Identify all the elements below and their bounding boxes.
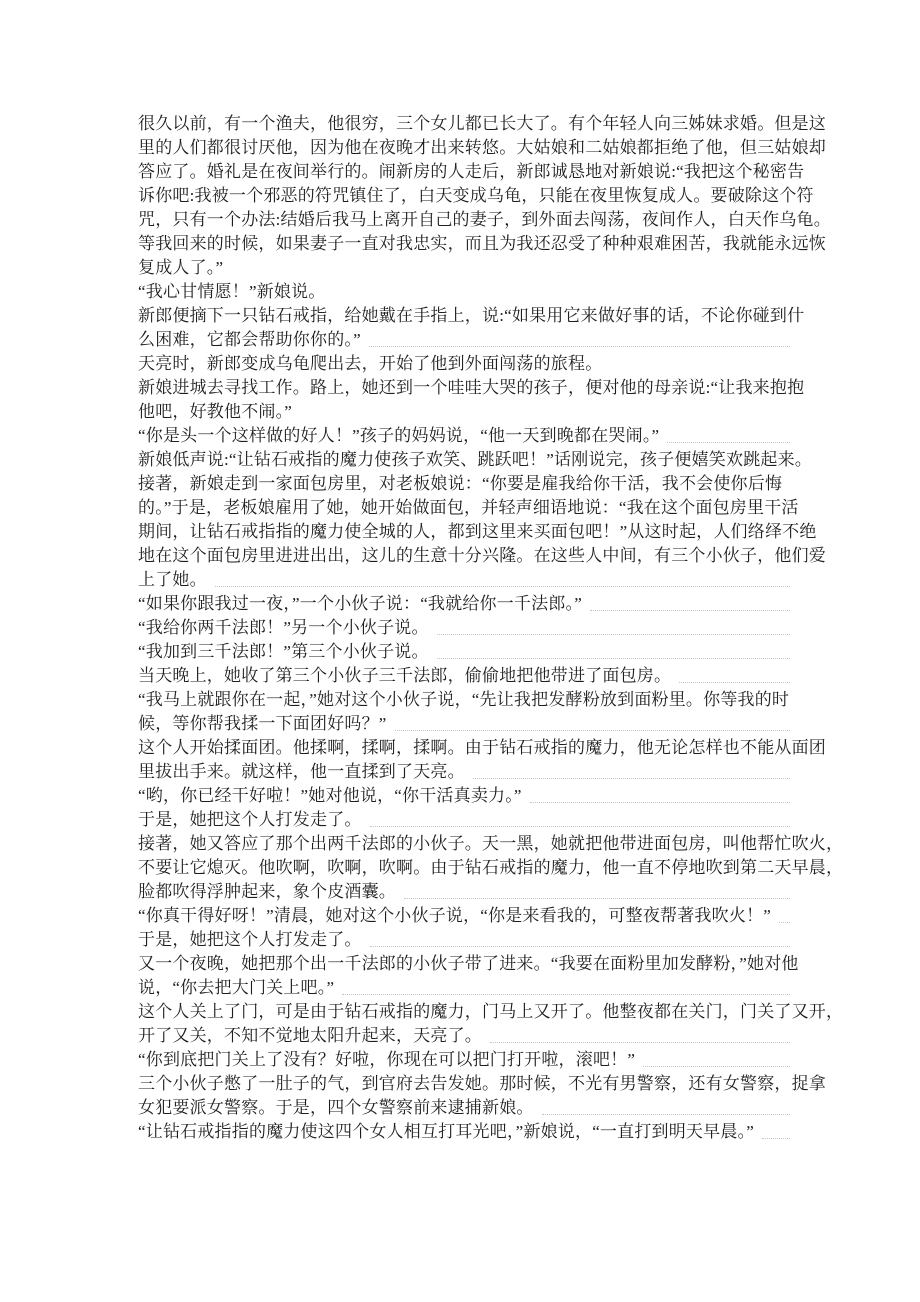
text-line-content: “你真干得好呀！”清晨，她对这个小伙子说，“你是来看我的，可整夜帮著我吹火！”	[138, 906, 771, 925]
text-line-content: 很久以前，有一个渔夫，他很穷，三个女儿都已长大了。有个年轻人向三姊妹求婚。但是这	[138, 114, 826, 133]
text-line	[138, 760, 790, 784]
text-line-content: 咒，只有一个办法:结婚后我马上离开自己的妻子，到外面去闯荡，夜间作人，白天作乌龟。	[138, 210, 831, 229]
scan-dotted-rule	[369, 328, 790, 347]
text-line-content: 新娘低声说:“让钻石戒指的魔力使孩子欢笑、跳跃吧！”话刚说完，孩子便嬉笑欢跳起来。	[138, 450, 813, 469]
text-line	[138, 400, 790, 424]
scan-dotted-rule	[679, 664, 790, 683]
text-line-content: “我马上就跟你在一起，”她对这个小伙子说，“先让我把发酵粉放到面粉里。你等我的时	[138, 690, 790, 709]
scan-dotted-rule	[437, 616, 790, 635]
text-line-content: “让钻石戒指指的魔力使这四个女人相互打耳光吧，”新娘说，“一直打到明天早晨。”	[138, 1122, 754, 1141]
text-line-content: 诉你吧:我被一个邪恶的符咒镇住了，白天变成乌龟，只能在夜里恢复成人。要破除这个符	[138, 186, 814, 205]
text-line	[138, 640, 790, 664]
text-line-content: 于是，她把这个人打发走了。	[138, 930, 362, 949]
text-line-content: 里拔出手来。就这样，他一直揉到了天亮。	[138, 762, 465, 781]
text-line-content: 脸都吹得浮肿起来，象个皮酒囊。	[138, 882, 396, 901]
text-line-content: 么困难，它都会帮助你你的。”	[138, 330, 361, 349]
text-line	[138, 928, 790, 952]
text-line	[138, 424, 790, 448]
text-line-content: 等我回来的时候，如果妻子一直对我忠实，而且为我还忍受了种种艰难困苦，我就能永远恢	[138, 234, 826, 253]
scan-dotted-rule	[473, 760, 790, 779]
scan-dotted-rule	[215, 568, 790, 587]
text-line-content: “我加到三千法郎！”第三个小伙子说。	[138, 642, 429, 661]
scan-dotted-rule	[370, 808, 790, 827]
scan-dotted-rule	[643, 1048, 790, 1067]
text-line-content: 他吧，好教他不闹。”	[138, 402, 293, 421]
text-line-content: 新郎便摘下一只钻石戒指，给她戴在手指上，说:“如果用它来做好事的话，不论你碰到什	[138, 306, 805, 325]
text-line	[138, 688, 790, 712]
text-line	[138, 1120, 790, 1144]
text-line	[138, 208, 831, 232]
text-line	[138, 160, 805, 184]
text-line	[138, 520, 817, 544]
text-line	[138, 592, 790, 616]
text-line	[138, 1024, 790, 1048]
text-line	[138, 1072, 826, 1096]
text-line	[138, 832, 844, 856]
text-line-content: 上了她。	[138, 570, 207, 589]
text-line-content: 这个人开始揉面团。他揉啊，揉啊，揉啊。由于钻石戒指的魔力，他无论怎样也不能从面团	[138, 738, 826, 757]
scan-dotted-rule	[762, 1120, 790, 1139]
scan-dotted-rule	[370, 928, 790, 947]
scan-dotted-rule	[667, 424, 790, 443]
text-line	[138, 544, 826, 568]
text-line	[138, 952, 799, 976]
text-line-content: 女犯要派女警察。于是，四个女警察前来逮捕新娘。	[138, 1098, 534, 1117]
text-line	[138, 112, 826, 136]
text-line-content: “我心甘情愿！”新娘说。	[138, 282, 326, 301]
story-text-block	[138, 112, 844, 1144]
text-line-content: 地在这个面包房里进进出出，这儿的生意十分兴隆。在这些人中间，有三个小伙子，他们爱	[138, 546, 826, 565]
text-line-content: “你到底把门关上了没有？好啦，你现在可以把门打开啦，滚吧！”	[138, 1050, 636, 1069]
text-line	[138, 496, 799, 520]
scan-dotted-rule	[779, 904, 790, 923]
scan-dotted-rule	[404, 880, 790, 899]
scan-dotted-rule	[437, 640, 790, 659]
text-line	[138, 280, 790, 304]
text-line-content: 三个小伙子憋了一肚子的气，到官府去告发她。那时候，不光有男警察，还有女警察，捉拿	[138, 1074, 826, 1093]
text-line-content: 不要让它熄灭。他吹啊，吹啊，吹啊。由于钻石戒指的魔力，他一直不停地吹到第二天早晨，	[138, 858, 844, 877]
text-line	[138, 1048, 790, 1072]
text-line	[138, 376, 805, 400]
text-line	[138, 256, 790, 280]
text-line-content: 说，“你去把大门关上吧。”	[138, 978, 335, 997]
text-line	[138, 712, 790, 736]
scan-dotted-rule	[590, 592, 790, 611]
text-line	[138, 1000, 844, 1024]
text-line-content: 当天晚上，她收了第三个小伙子三千法郎，偷偷地把他带进了面包房。	[138, 666, 672, 685]
text-line-content: 天亮时，新郎变成乌龟爬出去，开始了他到外面闯荡的旅程。	[138, 354, 603, 373]
text-line-content: 复成人了。”	[138, 258, 224, 277]
text-line	[138, 784, 790, 808]
text-line-content: 于是，她把这个人打发走了。	[138, 810, 362, 829]
text-line	[138, 568, 790, 592]
text-line-content: “我给你两千法郎！”另一个小伙子说。	[138, 618, 429, 637]
text-line-content: 接著，新娘走到一家面包房里，对老板娘说：“你要是雇我给你干活，我不会使你后悔	[138, 474, 783, 493]
text-line-content: 的。”于是，老板娘雇用了她，她开始做面包，并轻声细语地说：“我在这个面包房里干活	[138, 498, 799, 517]
text-line-content: “如果你跟我过一夜，”一个小伙子说：“我就给你一千法郎。”	[138, 594, 582, 613]
scan-dotted-rule	[342, 976, 790, 995]
text-line	[138, 880, 790, 904]
text-line-content: “你是头一个这样做的好人！”孩子的妈妈说，“他一天到晚都在哭闹。”	[138, 426, 660, 445]
text-line	[138, 304, 805, 328]
scan-dotted-rule	[395, 712, 790, 731]
text-line	[138, 136, 826, 160]
text-line	[138, 616, 790, 640]
text-line-content: 答应了。婚礼是在夜间举行的。闹新房的人走后，新郎诚恳地对新娘说:“我把这个秘密告	[138, 162, 805, 181]
scan-dotted-rule	[530, 784, 790, 803]
text-line	[138, 976, 790, 1000]
text-line-content: 里的人们都很讨厌他，因为他在夜晚才出来转悠。大姑娘和二姑娘都拒绝了他，但三姑娘却	[138, 138, 826, 157]
text-line-content: “哟，你已经干好啦！”她对他说，“你干活真卖力。”	[138, 786, 522, 805]
text-line-content: 又一个夜晚，她把那个出一千法郎的小伙子带了进来。“我要在面粉里加发酵粉，”她对他	[138, 954, 799, 973]
text-line	[138, 808, 790, 832]
text-line	[138, 328, 790, 352]
text-line-content: 新娘进城去寻找工作。路上，她还到一个哇哇大哭的孩子，便对他的母亲说:“让我来抱抱	[138, 378, 805, 397]
text-line	[138, 736, 826, 760]
text-line	[138, 664, 790, 688]
text-line-content: 接著，她又答应了那个出两千法郎的小伙子。天一黑，她就把他带进面包房，叫他帮忙吹火，	[138, 834, 844, 853]
text-line-content: 这个人关上了门，可是由于钻石戒指的魔力，门马上又开了。他整夜都在关门，门关了又开，	[138, 1002, 844, 1021]
text-line	[138, 904, 790, 928]
text-line	[138, 1096, 790, 1120]
text-line	[138, 472, 790, 496]
text-line	[138, 232, 826, 256]
text-line-content: 期间，让钻石戒指指的魔力使全城的人，都到这里来买面包吧！”从这时起，人们络绎不绝	[138, 522, 817, 541]
text-line-content: 开了又关，不知不觉地太阳升起来，天亮了。	[138, 1026, 482, 1045]
text-line	[138, 856, 844, 880]
scan-dotted-rule	[490, 1024, 790, 1043]
text-line-content: 候，等你帮我揉一下面团好吗？”	[138, 714, 387, 733]
scan-dotted-rule	[542, 1096, 790, 1115]
text-line	[138, 184, 814, 208]
text-line	[138, 352, 790, 376]
text-line	[138, 448, 813, 472]
